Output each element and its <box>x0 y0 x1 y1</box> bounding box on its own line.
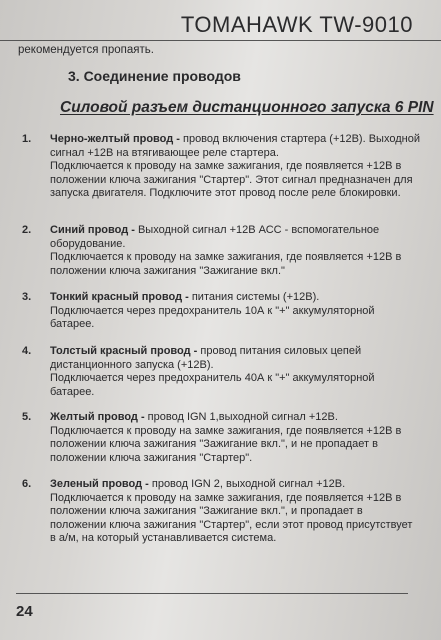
wire-item-6 <box>22 478 420 546</box>
wire-name: Зеленый провод - <box>50 478 149 490</box>
wire-lead: провод IGN 2, выходной сигнал +12В. <box>148 478 346 490</box>
wire-description: Подключается к проводу на замке зажигания, где появляется +12В в положении ключа зажигания "Зажигание вкл.", и пропадает в положении ключа зажигания "Стартер", если этот провод присутствует в а/м, на который устанавливается система. <box>50 491 413 545</box>
wire-description: Подключается через предохранитель 40А к "+" аккумуляторной батарее. <box>50 372 375 398</box>
wire-item-4 <box>22 345 420 399</box>
item-number: 2. <box>22 224 32 236</box>
wire-item-2 <box>22 224 420 278</box>
wire-lead: питания системы (+12В). <box>188 291 320 303</box>
wire-description: Подключается через предохранитель 10А к "+" аккумуляторной батарее. <box>50 304 375 331</box>
wire-name: Синий провод - <box>50 224 135 236</box>
wire-lead: провод включения стартера (+12В). Выходной сигнал +12В на втягивающее реле стартера. <box>50 133 420 159</box>
wire-name: Желтый провод - <box>50 411 145 423</box>
item-number: 1. <box>22 133 32 145</box>
connector-title: Силовой разъем дистанционного запуска 6 PIN <box>60 99 434 116</box>
item-number: 6. <box>22 478 32 490</box>
wire-name: Тонкий красный провод - <box>50 291 189 303</box>
wire-lead: провод IGN 1,выходной сигнал +12В. <box>144 411 338 423</box>
wire-description: Подключается к проводу на замке зажигания, где появляется +12В в положении ключа зажигания "Стартер". Этот сигнал предназначен для запуска двигателя. Подключите этот провод после реле блокировки. <box>50 160 413 200</box>
footer-divider <box>16 593 408 594</box>
section-title: 3. Соединение проводов <box>68 68 241 84</box>
wire-item-1 <box>22 133 420 201</box>
intro-text: рекомендуется пропаять. <box>18 44 154 56</box>
page-header <box>0 0 441 41</box>
item-number: 5. <box>22 411 32 423</box>
wire-item-3 <box>22 291 420 332</box>
wire-description: Подключается к проводу на замке зажигания, где появляется +12В в положении ключа зажигания "Зажигание вкл." <box>50 251 402 277</box>
wire-lead: провод питания силовых цепей дистанционного запуска (+12В). <box>50 345 362 371</box>
item-number: 4. <box>22 345 32 357</box>
header-title: TOMAHAWK TW-9010 <box>180 12 413 37</box>
item-number: 3. <box>22 291 32 303</box>
wire-item-5 <box>22 411 420 465</box>
page-number: 24 <box>16 603 33 620</box>
wire-name: Толстый красный провод - <box>50 345 198 357</box>
wire-lead: Выходной сигнал +12В АСС - вспомогательное оборудование. <box>50 224 380 250</box>
wire-description: Подключается к проводу на замке зажигания, где появляется +12В в положении ключа зажигания "Зажигание вкл.", и не пропадает в положении ключа зажигания "Стартер". <box>50 424 402 464</box>
wire-name: Черно-желтый провод - <box>50 133 180 145</box>
